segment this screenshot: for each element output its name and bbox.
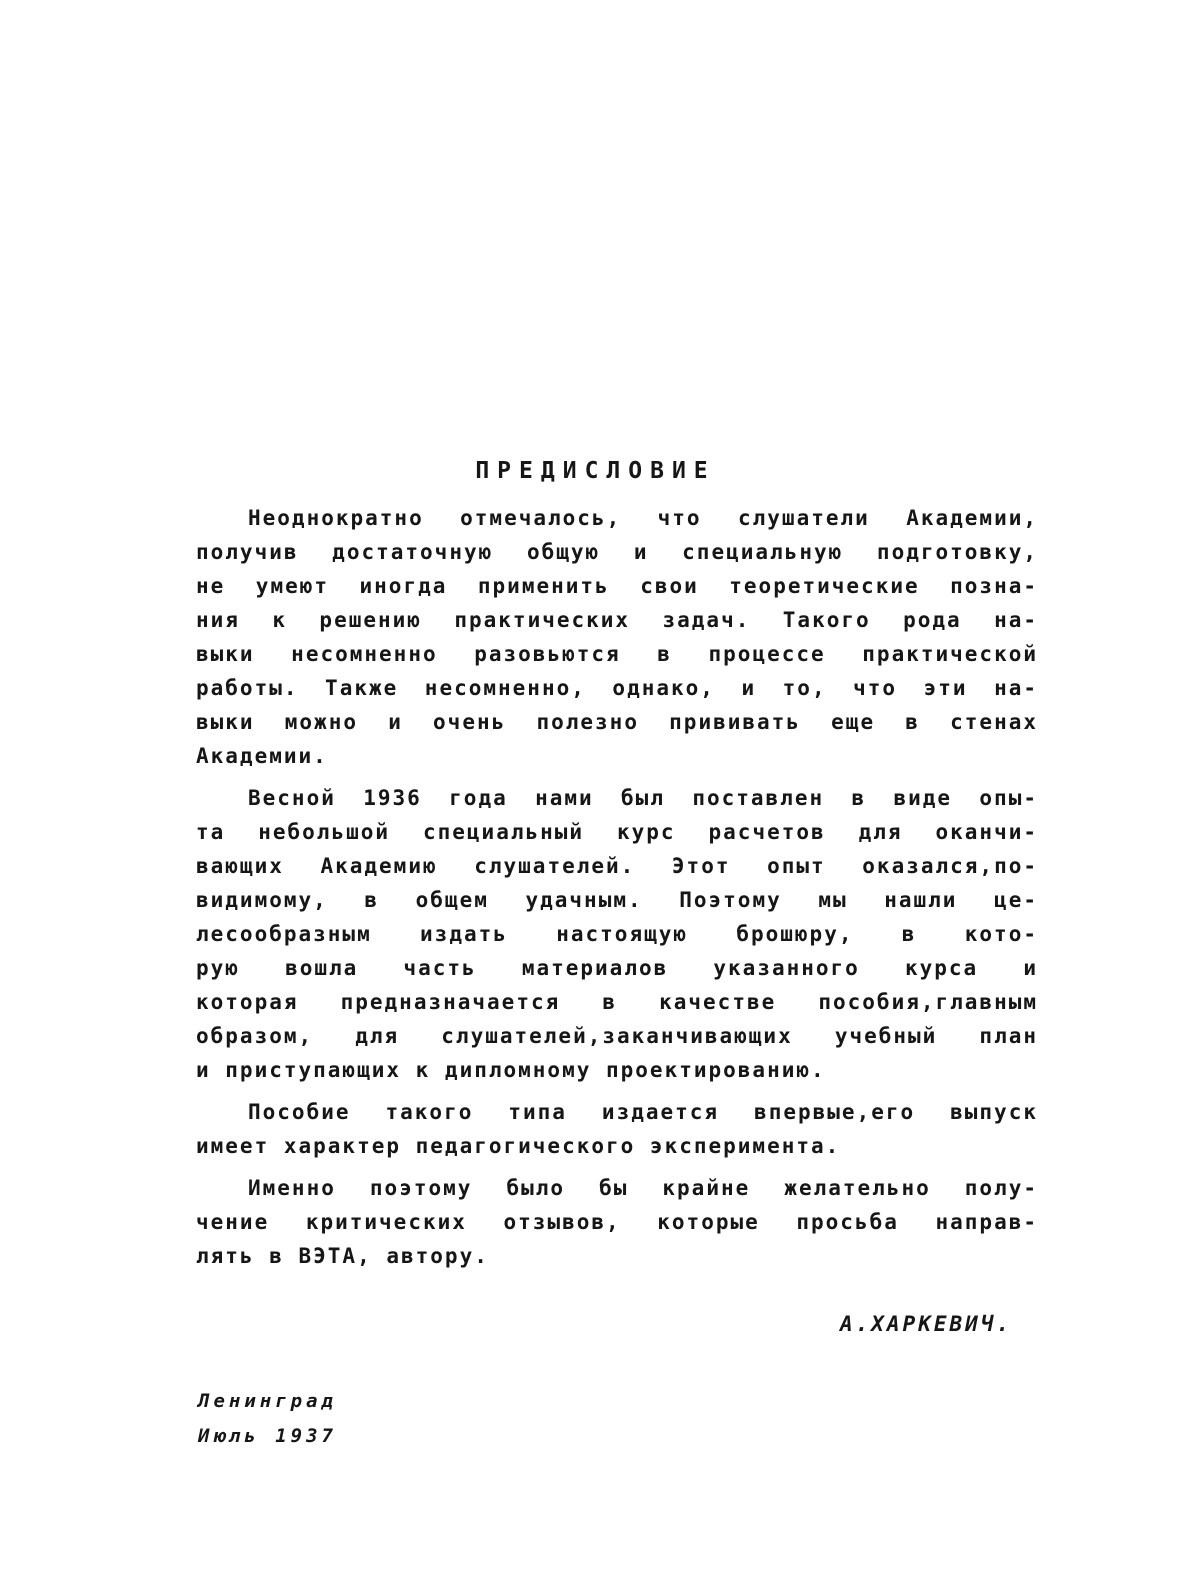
paragraph-2-line-5: лесообразным издать настоящую брошюру, в кото- (196, 922, 1038, 946)
paragraph-1-line-7: выки можно и очень полезно прививать еще в стенах (196, 710, 1038, 734)
paragraph-2-line-2: та небольшой специальный курс расчетов для оканчи- (196, 820, 1038, 844)
paragraph-3-line-2: имеет характер педагогического эксперимента. (196, 1134, 841, 1158)
date-of-writing: Июль 1937 (198, 1425, 337, 1447)
place-of-writing: Ленинград (198, 1390, 337, 1412)
paragraph-1-line-1: Неоднократно отмечалось, что слушатели Академии, (248, 506, 1038, 530)
paragraph-1-line-8: Академии. (196, 744, 328, 768)
paragraph-4-line-1: Именно поэтому было бы крайне желательно полу- (248, 1176, 1038, 1200)
paragraph-3-line-1: Пособие такого типа издается впервые,его выпуск (248, 1100, 1038, 1124)
paragraph-2-line-7: которая предназначается в качестве пособия,главным (196, 990, 1038, 1014)
paragraph-2-line-4: видимому, в общем удачным. Поэтому мы нашли це- (196, 888, 1038, 912)
paragraph-1-line-4: ния к решению практических задач. Такого рода на- (196, 608, 1038, 632)
paragraph-1-line-2: получив достаточную общую и специальную подготовку, (196, 540, 1038, 564)
paragraph-2-line-6: рую вошла часть материалов указанного курса и (196, 956, 1038, 980)
page-title: ПРЕДИСЛОВИЕ (475, 458, 716, 484)
paragraph-2-line-1: Весной 1936 года нами был поставлен в виде опы- (248, 786, 1038, 810)
paragraph-2-line-9: и приступающих к дипломному проектированию. (196, 1058, 826, 1082)
paragraph-4-line-2: чение критических отзывов, которые просьба направ- (196, 1210, 1038, 1234)
paragraph-1-line-3: не умеют иногда применить свои теоретические позна- (196, 574, 1038, 598)
paragraph-4-line-3: лять в ВЭТА, автору. (196, 1244, 489, 1268)
author-signature: А.ХАРКЕВИЧ. (840, 1312, 1013, 1336)
paragraph-2-line-8: образом, для слушателей,заканчивающих учебный план (196, 1024, 1038, 1048)
paragraph-1-line-5: выки несомненно разовьются в процессе практической (196, 642, 1038, 666)
paragraph-1-line-6: работы. Также несомненно, однако, и то, что эти на- (196, 676, 1038, 700)
paragraph-2-line-3: вающих Академию слушателей. Этот опыт оказался,по- (196, 854, 1038, 878)
